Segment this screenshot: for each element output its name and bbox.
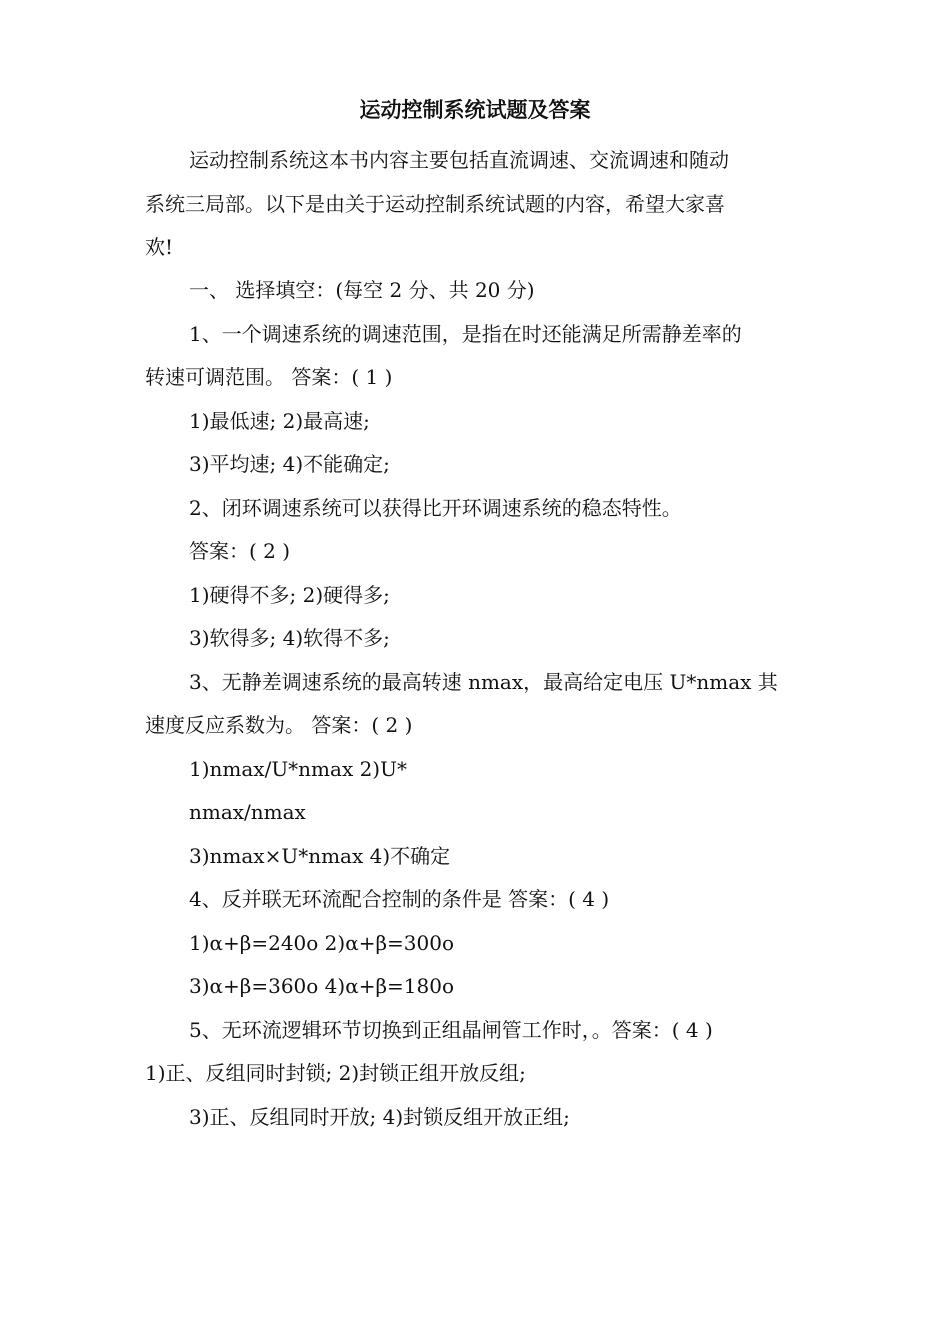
question-1-line-1: 1、一个调速系统的调速范围，是指在时还能满足所需静差率的 [189,322,742,346]
question-4-options-b: 3)α+β=360o 4)α+β=180o [189,974,455,998]
question-4-options-a: 1)α+β=240o 2)α+β=300o [189,931,455,955]
intro-line-2: 系统三局部。以下是由关于运动控制系统试题的内容，希望大家喜 [145,192,725,216]
question-2-options-b: 3)软得多; 4)软得不多; [189,626,390,650]
question-1-options-b: 3)平均速; 4)不能确定; [189,452,390,476]
question-1-line-2: 转速可调范围。 答案：( 1 ) [145,365,393,389]
question-2-line-1: 2、闭环调速系统可以获得比开环调速系统的稳态特性。 [189,496,682,520]
question-5-options-a: 1)正、反组同时封锁; 2)封锁正组开放反组; [145,1061,526,1085]
question-3-options-b: 3)nmax×U*nmax 4)不确定 [189,844,451,868]
page-title: 运动控制系统试题及答案 [359,97,591,122]
question-5-line-1: 5、无环流逻辑环节切换到正组晶闸管工作时，。答案：( 4 ) [189,1018,713,1042]
question-2-options-a: 1)硬得不多; 2)硬得多; [189,583,390,607]
question-1-options-a: 1)最低速; 2)最高速; [189,409,370,433]
section-heading: 一、 选择填空：(每空 2 分、共 20 分) [189,278,535,302]
intro-line-1: 运动控制系统这本书内容主要包括直流调速、交流调速和随动 [189,148,729,172]
question-3-line-1: 3、无静差调速系统的最高转速 nmax，最高给定电压 U*nmax 其 [189,670,778,694]
question-3-line-2: 速度反应系数为。 答案：( 2 ) [145,713,413,737]
question-5-options-b: 3)正、反组同时开放; 4)封锁反组开放正组; [189,1105,570,1129]
question-3-options-a: 1)nmax/U*nmax 2)U* [189,757,407,781]
question-3-options-a-cont: nmax/nmax [189,800,306,824]
question-2-answer: 答案：( 2 ) [189,539,291,563]
question-4-line-1: 4、反并联无环流配合控制的条件是 答案：( 4 ) [189,887,610,911]
intro-line-3: 欢! [145,235,174,259]
